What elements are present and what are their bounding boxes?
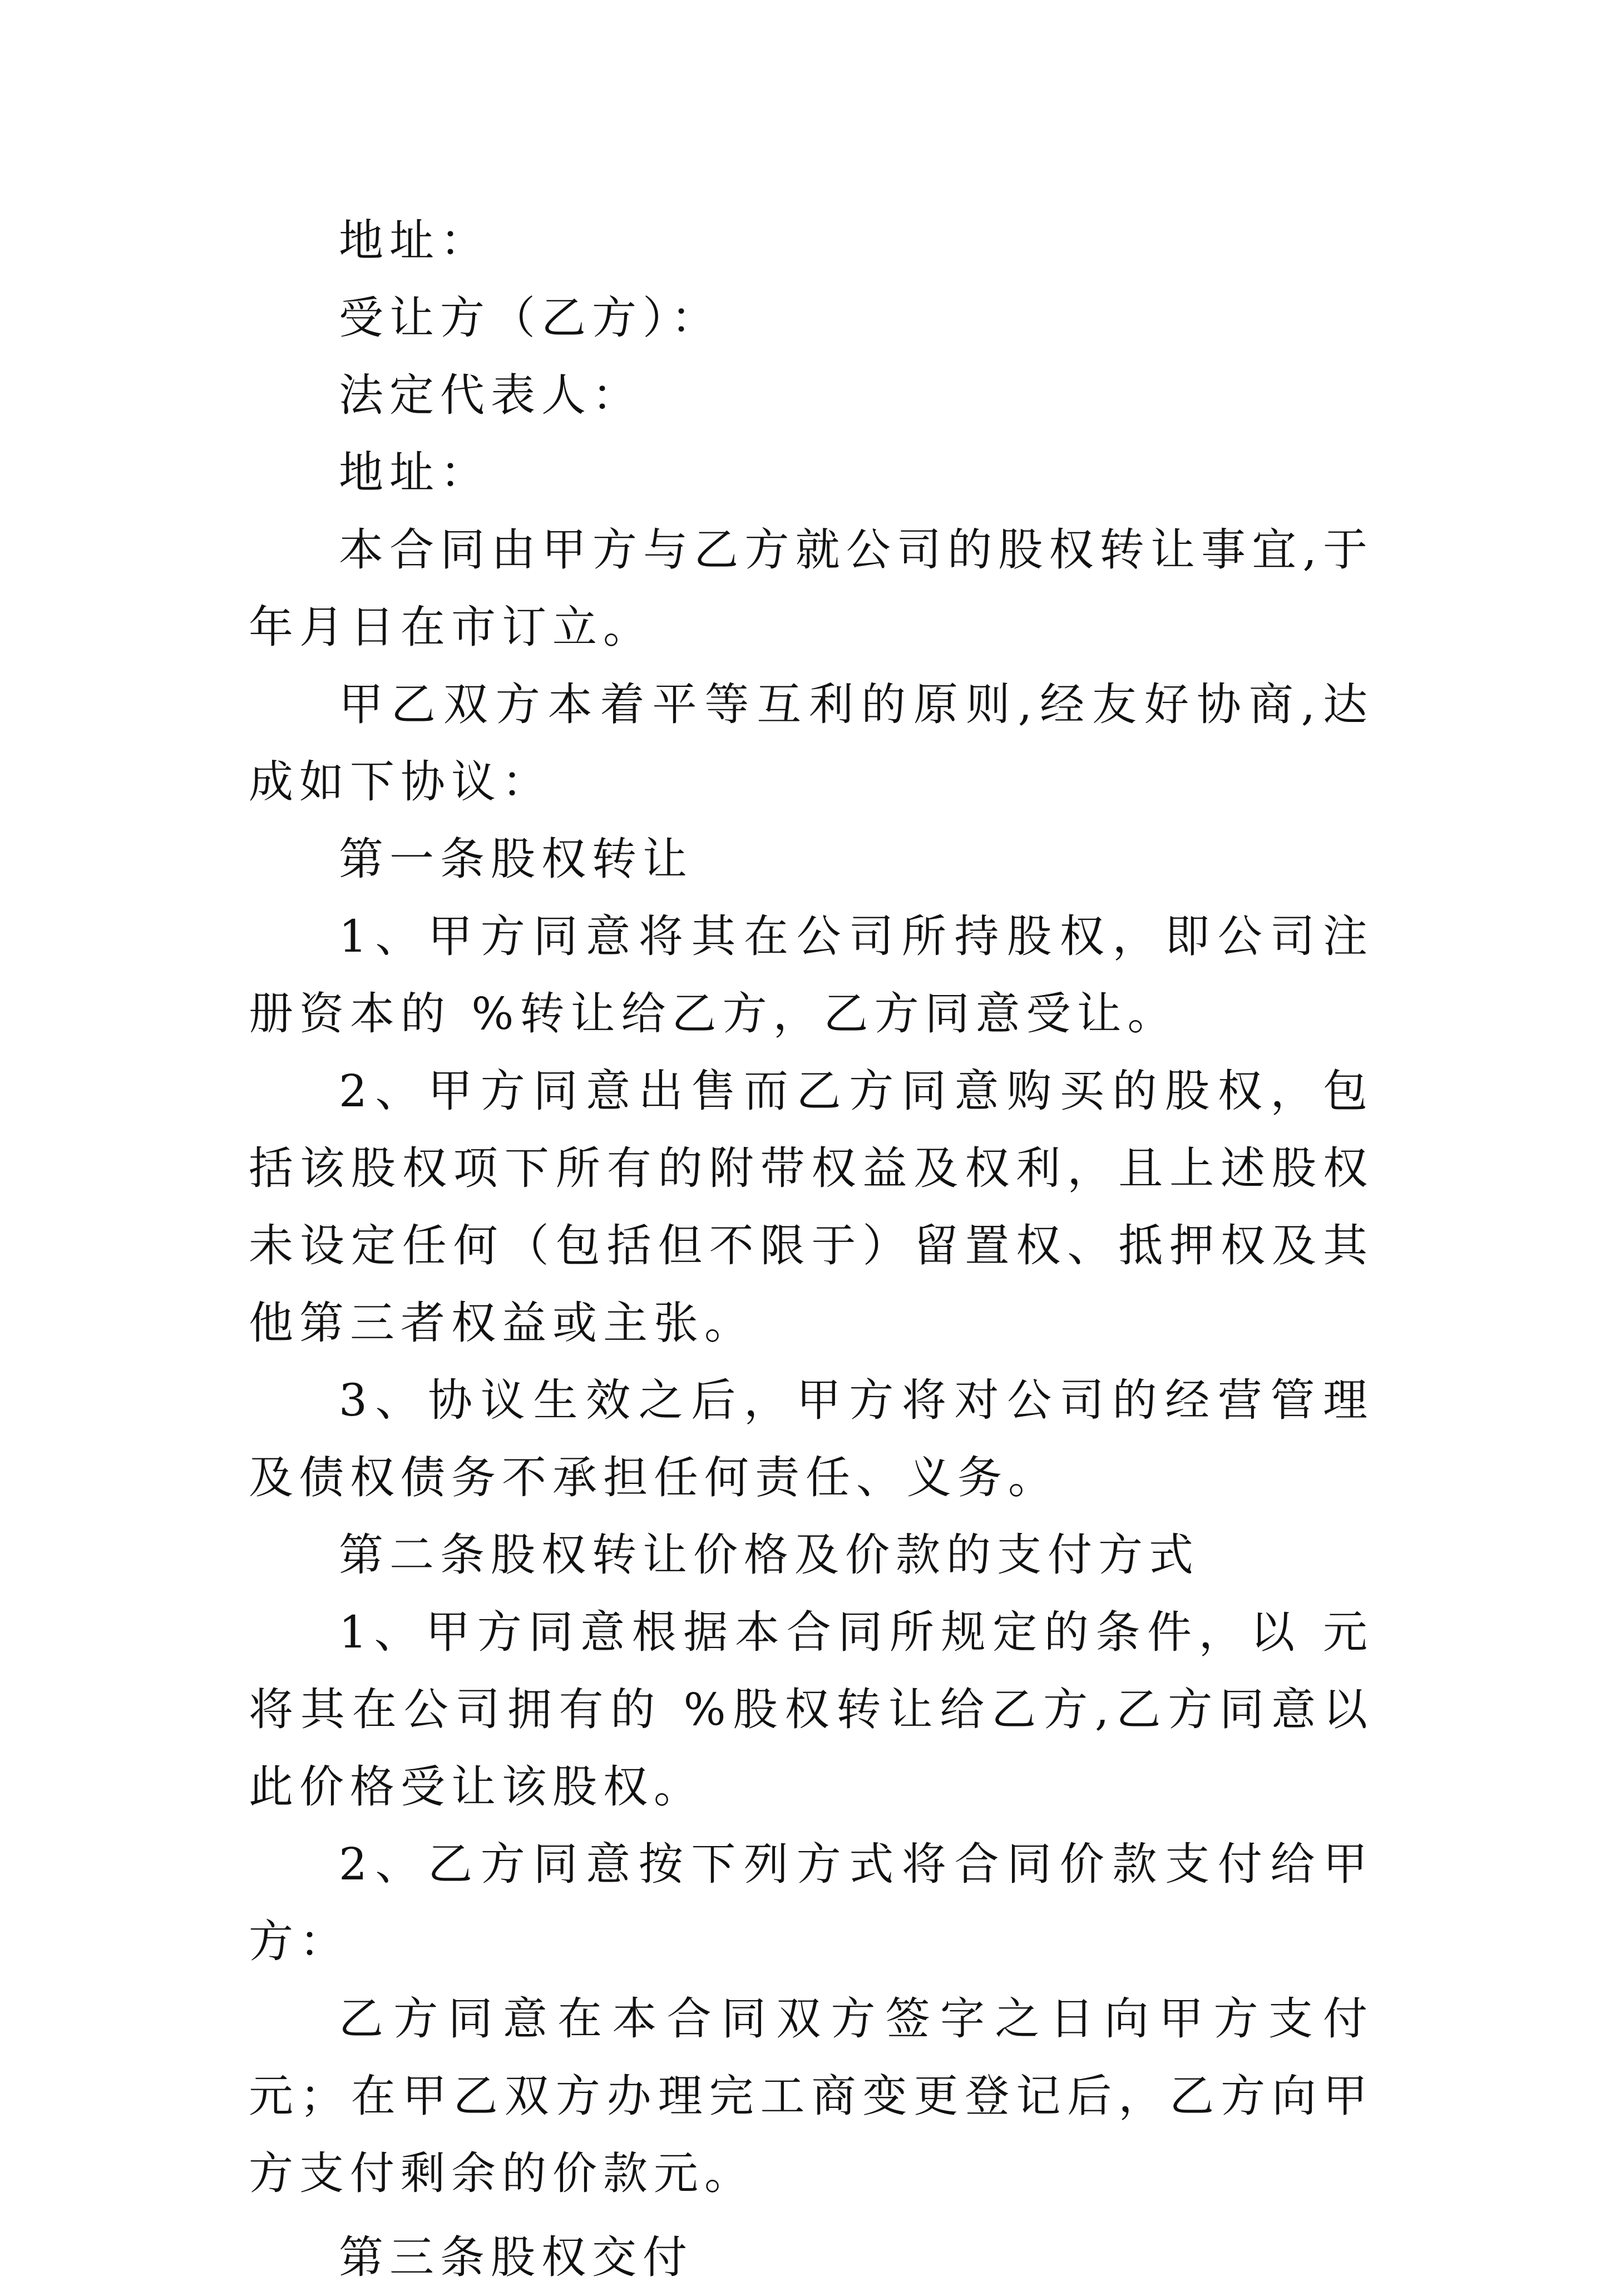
article-1-clause: 1、甲方同意将其在公司所持股权，即公司注册资本的 %转让给乙方，乙方同意受让。	[249, 911, 1374, 1040]
agreement-paragraph: 甲乙双方本着平等互利的原则,经友好协商,达成如下协议：	[249, 679, 1374, 808]
spacer	[249, 2212, 1374, 2219]
address-line: 地址：	[339, 215, 491, 266]
transferee-line: 受让方（乙方）：	[339, 292, 722, 344]
legal-representative-line: 法定代表人：	[339, 369, 643, 421]
payment-paragraph: 乙方同意在本合同双方签字之日向甲方支付 元；在甲乙双方办理完工商变更登记后，乙方向甲方支付剩余的价款元。	[249, 1993, 1374, 2199]
article-2-clause: 1、甲方同意根据本合同所规定的条件，以 元将其在公司拥有的 %股权转让给乙方,乙方同意以此价格受让该股权。	[249, 1606, 1374, 1813]
address-line: 地址：	[339, 447, 491, 498]
article-1-clause: 2、甲方同意出售而乙方同意购买的股权，包括该股权项下所有的附带权益及权利，且上述股权未设定任何（包括但不限于）留置权、抵押权及其他第三者权益或主张。	[249, 1065, 1374, 1349]
contract-body	[249, 202, 1374, 2296]
article-3-heading: 第三条股权交付	[339, 2231, 693, 2283]
article-2-clause: 2、乙方同意按下列方式将合同价款支付给甲方：	[249, 1838, 1374, 1967]
article-2-heading: 第二条股权转让价格及价款的支付方式	[339, 1529, 1199, 1581]
article-1-heading: 第一条股权转让	[339, 833, 693, 885]
contract-intro-paragraph: 本合同由甲方与乙方就公司的股权转让事宜,于年月日在市订立。	[249, 524, 1374, 653]
article-1-clause: 3、协议生效之后，甲方将对公司的经营管理及债权债务不承担任何责任、义务。	[249, 1374, 1374, 1503]
